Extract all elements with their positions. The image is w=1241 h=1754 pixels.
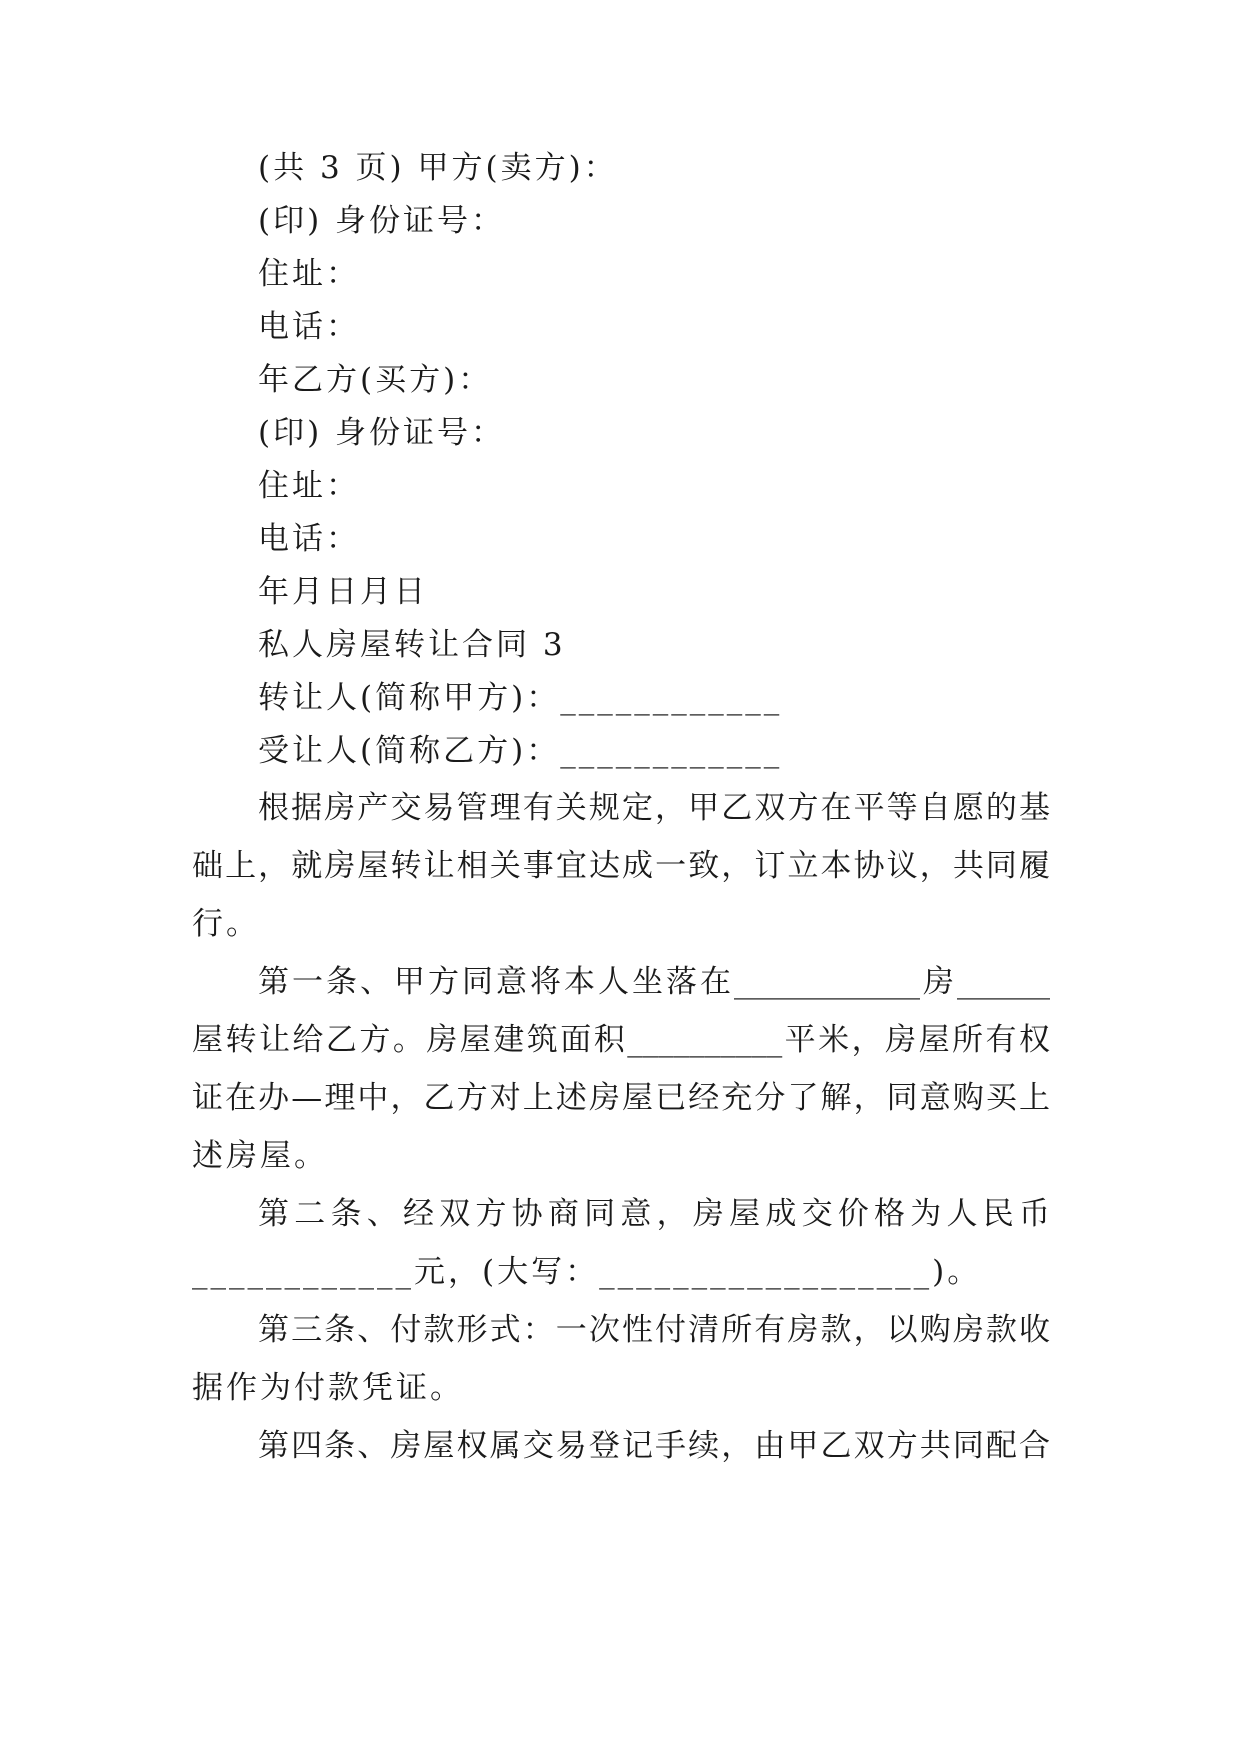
- seller-address-line: 住址：: [258, 256, 360, 292]
- article-1-line-1: 第一条、甲方同意将本人坐落在____________房______: [258, 964, 1050, 1000]
- preamble-line-2: 础上，就房屋转让相关事宜达成一致，订立本协议，共同履: [192, 848, 1050, 884]
- buyer-address-line: 住址：: [258, 468, 360, 504]
- transferor-line: 转让人(简称甲方)：____________: [258, 680, 783, 716]
- article-3-line-1: 第三条、付款形式：一次性付清所有房款，以购房款收: [258, 1312, 1050, 1348]
- article-2-line-2: ____________元，(大写：__________________)。: [192, 1254, 982, 1290]
- seller-id-line: (印) 身份证号：: [258, 203, 506, 239]
- article-2-line-1: 第二条、经双方协商同意，房屋成交价格为人民币: [258, 1196, 1050, 1232]
- preamble-line-1: 根据房产交易管理有关规定，甲乙双方在平等自愿的基: [258, 790, 1050, 826]
- page-count-seller-line: (共 3 页) 甲方(卖方)：: [258, 150, 618, 186]
- article-1-line-3: 证在办—理中，乙方对上述房屋已经充分了解，同意购买上: [192, 1080, 1050, 1116]
- buyer-id-line: (印) 身份证号：: [258, 415, 506, 451]
- date-line: 年月日月日: [258, 574, 428, 610]
- contract-title-line: 私人房屋转让合同 3: [258, 627, 566, 663]
- seller-phone-line: 电话：: [258, 309, 360, 345]
- article-1-line-4: 述房屋。: [192, 1138, 328, 1174]
- article-3-line-2: 据作为付款凭证。: [192, 1370, 464, 1406]
- buyer-phone-line: 电话：: [258, 521, 360, 557]
- transferee-line: 受让人(简称乙方)：____________: [258, 733, 783, 769]
- buyer-line: 年乙方(买方)：: [258, 362, 493, 398]
- article-4-line-1: 第四条、房屋权属交易登记手续，由甲乙双方共同配合: [258, 1428, 1050, 1464]
- article-1-line-2: 屋转让给乙方。房屋建筑面积__________平米，房屋所有权: [192, 1022, 1050, 1058]
- preamble-line-3: 行。: [192, 906, 260, 942]
